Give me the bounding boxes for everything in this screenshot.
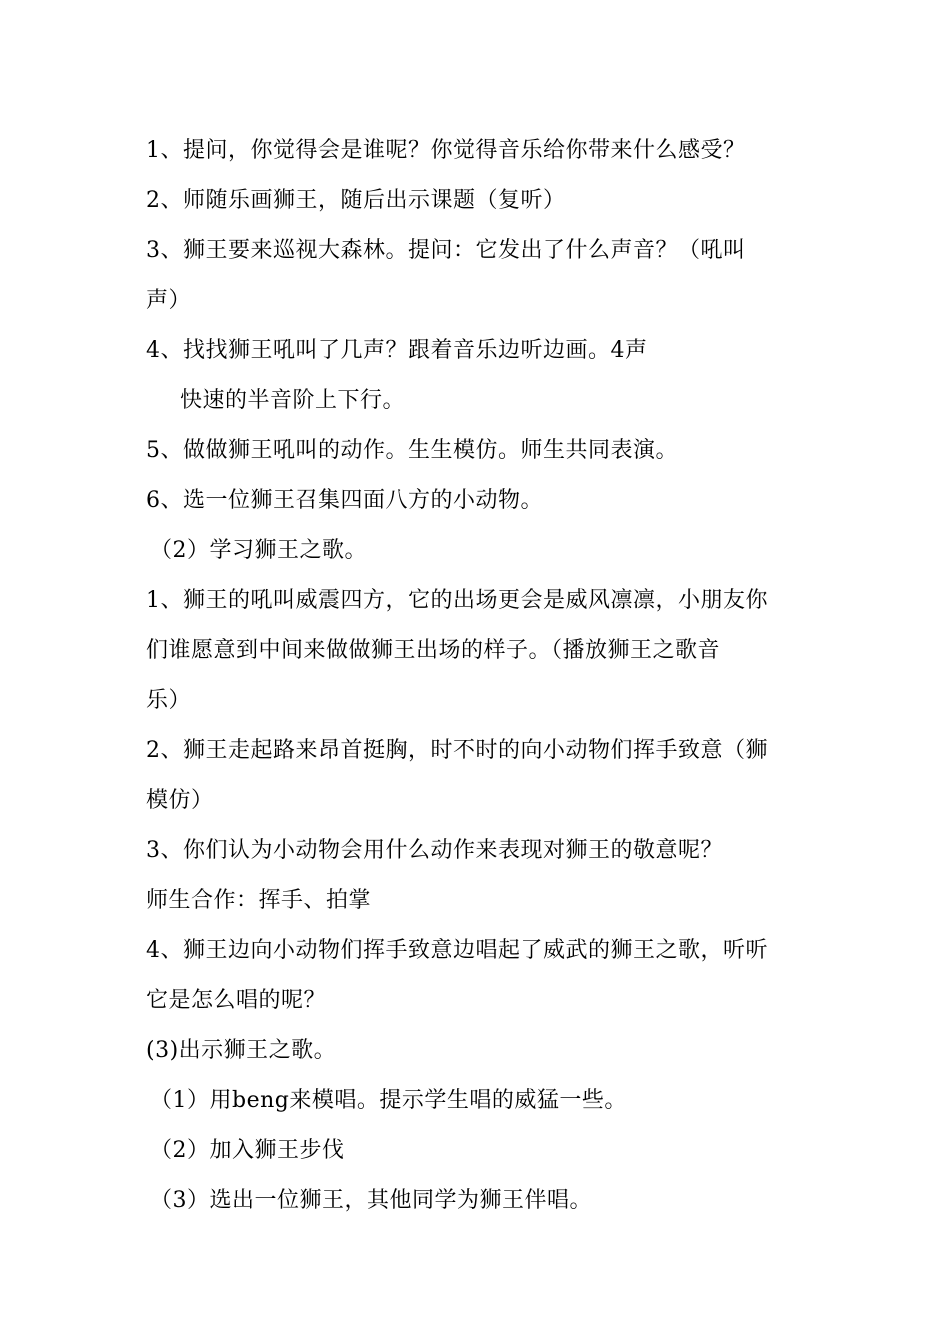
text-line: 3、你们认为小动物会用什么动作来表现对狮王的敬意呢？ — [146, 838, 723, 863]
text-line: 模仿） — [146, 788, 214, 813]
text-line: 5、做做狮王吼叫的动作。生生模仿。师生共同表演。 — [146, 438, 678, 463]
text-line: 1、提问，你觉得会是谁呢？你觉得音乐给你带来什么感受？ — [146, 138, 746, 163]
text-line: 2、师随乐画狮王，随后出示课题（复听） — [146, 188, 566, 213]
text-line: 6、选一位狮王召集四面八方的小动物。 — [146, 488, 543, 513]
text-line: 3、狮王要来巡视大森林。提问：它发出了什么声音？（吼叫 — [146, 238, 746, 263]
text-line: 4、狮王边向小动物们挥手致意边唱起了威武的狮王之歌，听听 — [146, 938, 768, 963]
text-line: 师生合作：挥手、拍掌 — [146, 888, 372, 913]
text-line: （2）加入狮王步伐 — [150, 1138, 345, 1163]
text-line: 声） — [146, 288, 192, 313]
text-line: 4、找找狮王吼叫了几声？跟着音乐边听边画。4声 — [146, 338, 648, 363]
text-line: 乐） — [146, 688, 192, 713]
section-heading: （2）学习狮王之歌。 — [150, 538, 367, 563]
text-line: 它是怎么唱的呢？ — [146, 988, 327, 1013]
text-line: 们谁愿意到中间来做做狮王出场的样子。（播放狮王之歌音 — [146, 638, 721, 663]
text-line: 2、狮王走起路来昂首挺胸，时不时的向小动物们挥手致意（狮 — [146, 738, 768, 763]
text-line: 快速的半音阶上下行。 — [180, 388, 406, 413]
text-line: 1、狮王的吼叫威震四方，它的出场更会是威风凛凛，小朋友你 — [146, 588, 768, 613]
section-heading: (3)出示狮王之歌。 — [146, 1038, 337, 1063]
text-line: （1）用beng来模唱。提示学生唱的威猛一些。 — [150, 1088, 627, 1113]
text-line: （3）选出一位狮王，其他同学为狮王伴唱。 — [150, 1188, 592, 1213]
